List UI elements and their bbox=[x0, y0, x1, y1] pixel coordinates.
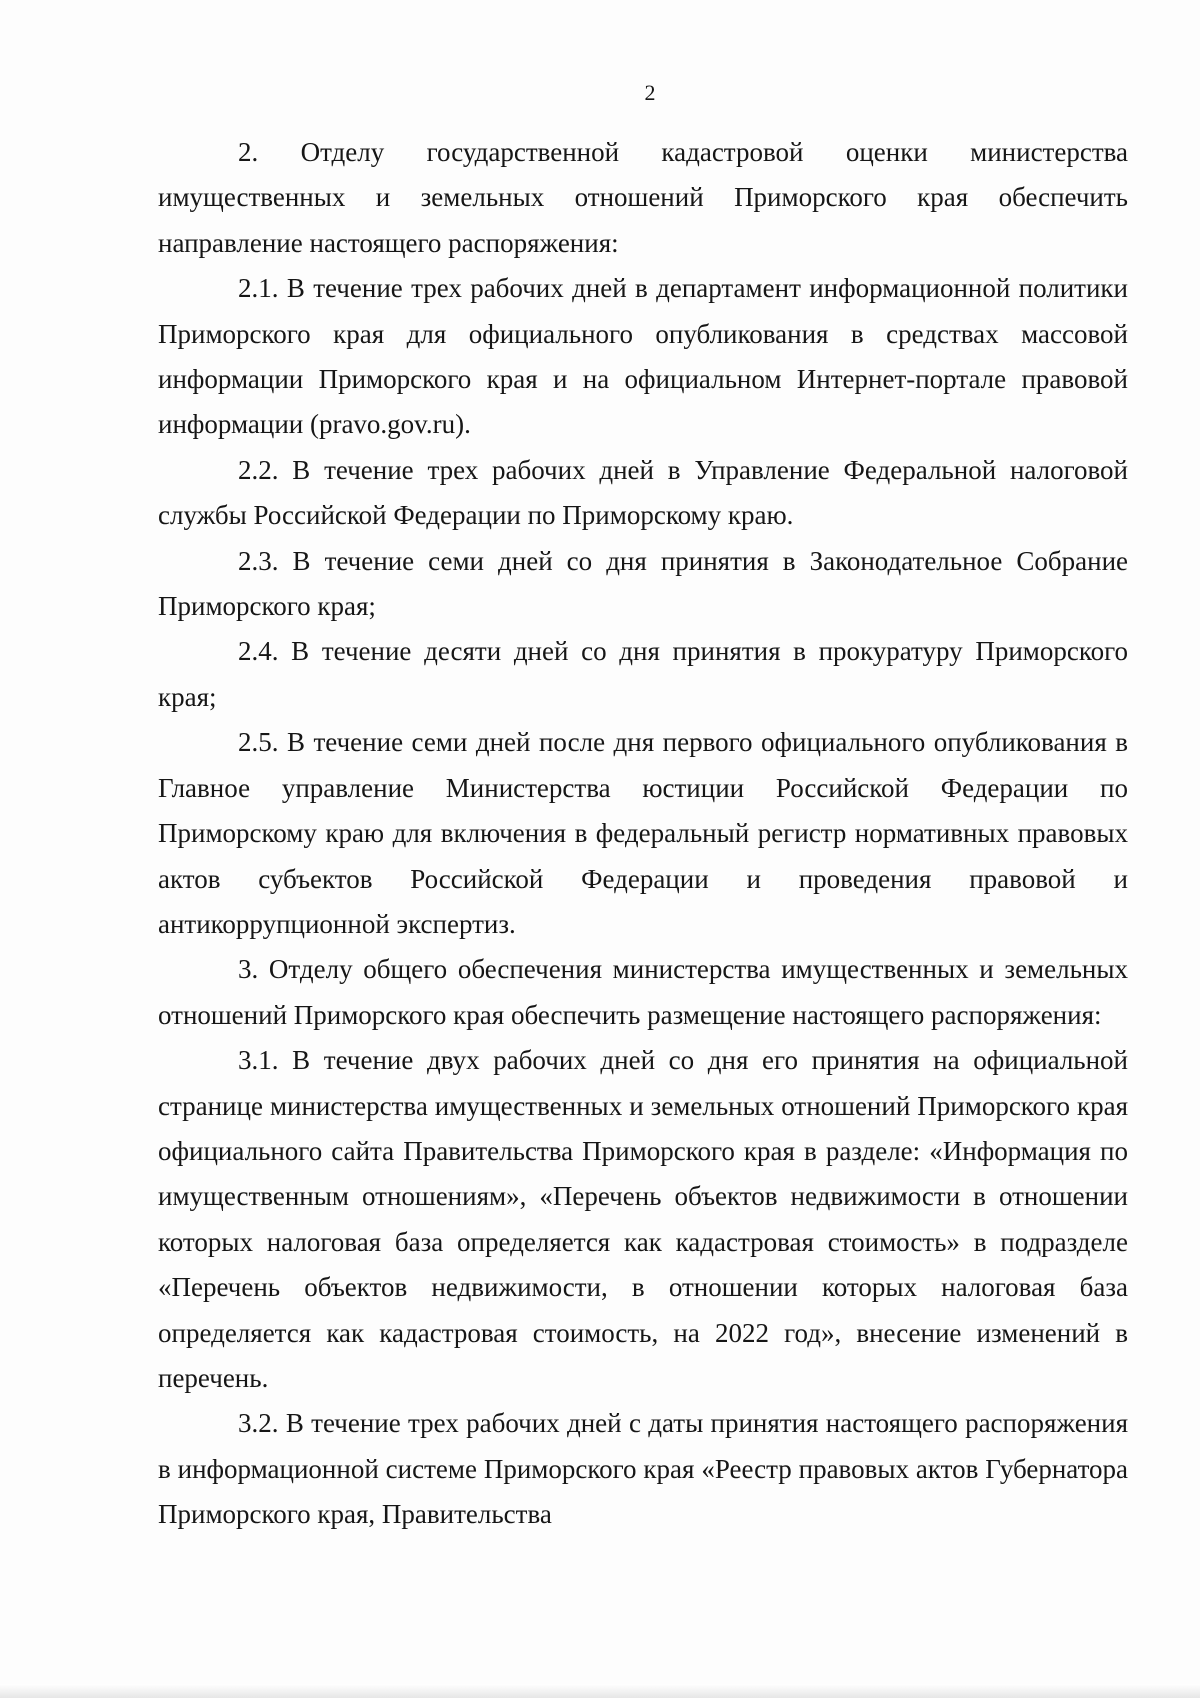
paragraph-2-4: 2.4. В течение десяти дней со дня принятия в прокуратуру Приморского края; bbox=[158, 636, 1128, 712]
paragraph-2-1: 2.1. В течение трех рабочих дней в департамент информационной политики Приморского края для официального опубликования в средствах массовой информации Приморского края и на официальном Интернет-портале правовой информации (pravo.gov.ru). bbox=[158, 273, 1128, 440]
document-body bbox=[158, 130, 1128, 1538]
page-number: 2 bbox=[644, 80, 656, 105]
paragraph-2-2: 2.2. В течение трех рабочих дней в Управление Федеральной налоговой службы Российской Федерации по Приморскому краю. bbox=[158, 454, 1128, 531]
paragraph-3-1: 3.1. В течение двух рабочих дней со дня его принятия на официальной странице министерства имущественных и земельных отношений Приморского края официального сайта Правительства Приморского края в разделе: «Информация по имущественным отношениям», «Перечень объектов недвижимости в отношении которых налоговая база определяется как кадастровая стоимость» в подразделе «Перечень объектов недвижимости, в отношении которых налоговая база определяется как кадастровая стоимость, на 2022 год», внесение изменений в перечень. bbox=[158, 1045, 1128, 1393]
paragraph-3-2: 3.2. В течение трех рабочих дней с даты принятия настоящего распоряжения в информационной системе Приморского края «Реестр правовых актов Губернатора Приморского края, Правительства bbox=[158, 1408, 1128, 1530]
paragraph-3: 3. Отделу общего обеспечения министерства имущественных и земельных отношений Приморского края обеспечить размещение настоящего распоряжения: bbox=[158, 954, 1128, 1030]
scan-bottom-edge bbox=[0, 1684, 1200, 1698]
paragraph-2: 2. Отделу государственной кадастровой оценки министерства имущественных и земельных отношений Приморского края обеспечить направление настоящего распоряжения: bbox=[158, 137, 1128, 258]
paragraph-2-3: 2.3. В течение семи дней со дня принятия в Законодательное Собрание Приморского края; bbox=[158, 545, 1128, 622]
paragraph-2-5: 2.5. В течение семи дней после дня первого официального опубликования в Главное управление Министерства юстиции Российской Федерации по Приморскому краю для включения в федеральный регистр нормативных правовых актов субъектов Российской Федерации и проведения правовой и антикоррупционной экспертиз. bbox=[158, 727, 1128, 939]
